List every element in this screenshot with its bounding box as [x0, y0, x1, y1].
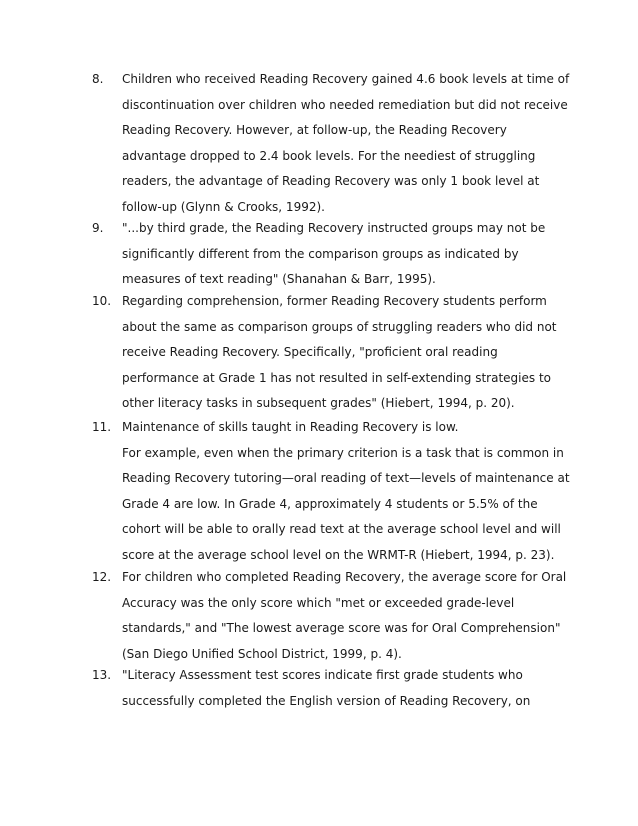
item-text: [122, 663, 562, 714]
text-line: Reading Recovery tutoring—oral reading of text—levels of maintenance at: [122, 471, 570, 485]
text-line: "...by third grade, the Reading Recovery instructed groups may not be: [122, 221, 546, 235]
text-line: discontinuation over children who needed remediation but did not receive: [122, 97, 568, 112]
text-line: For children who completed Reading Recovery, the average score for Oral: [122, 570, 567, 584]
text-line: measures of text reading" (Shanahan & Barr, 1995).: [122, 272, 436, 286]
item-number: 13.: [92, 668, 112, 682]
text-line: standards," and "The lowest average score was for Oral Comprehension": [122, 621, 561, 635]
text-line: performance at Grade 1 has not resulted in self-extending strategies to: [122, 370, 551, 385]
text-line: score at the average school level on the WRMT-R (Hiebert, 1994, p. 23).: [122, 547, 555, 562]
list-item-12: [92, 565, 567, 667]
list-item-11: [92, 415, 570, 568]
text-line: For example, even when the primary criterion is a task that is common in: [122, 445, 564, 460]
text-line: significantly different from the comparison groups as indicated by: [122, 246, 519, 261]
text-line: readers, the advantage of Reading Recovery was only 1 book level at: [122, 174, 540, 188]
text-line: Children who received Reading Recovery gained 4.6 book levels at time of: [122, 72, 570, 86]
text-line: receive Reading Recovery. Specifically, "proficient oral reading: [122, 345, 498, 359]
text-line: other literacy tasks in subsequent grades" (Hiebert, 1994, p. 20).: [122, 396, 515, 410]
text-line: cohort will be able to orally read text at the average school level and will: [122, 522, 561, 536]
text-line: Accuracy was the only score which "met or exceeded grade-level: [122, 595, 515, 610]
text-line: successfully completed the English version of Reading Recovery, on: [122, 693, 531, 708]
item-number: 10.: [92, 294, 112, 308]
text-line: Grade 4 are low. In Grade 4, approximately 4 students or 5.5% of the: [122, 496, 538, 511]
item-number: 12.: [92, 570, 112, 584]
text-line: Regarding comprehension, former Reading Recovery students perform: [122, 294, 547, 308]
list-item-10: [92, 289, 562, 417]
item-text: [122, 67, 570, 220]
text-line: Maintenance of skills taught in Reading Recovery is low.: [122, 420, 459, 434]
item-text: [122, 216, 562, 293]
text-line: Reading Recovery. However, at follow-up, the Reading Recovery: [122, 123, 507, 137]
item-text: [122, 289, 562, 417]
text-line: follow-up (Glynn & Crooks, 1992).: [122, 199, 325, 214]
text-line: "Literacy Assessment test scores indicate first grade students who: [122, 668, 523, 682]
list-item-13: [92, 663, 562, 714]
list-item-9: [92, 216, 562, 293]
list-item-8: [92, 67, 570, 220]
item-text: [122, 565, 567, 667]
text-line: about the same as comparison groups of struggling readers who did not: [122, 319, 557, 334]
item-number: 8.: [92, 72, 104, 86]
item-number: 9.: [92, 221, 104, 235]
text-line: (San Diego Unified School District, 1999, p. 4).: [122, 646, 402, 661]
text-line: advantage dropped to 2.4 book levels. For the neediest of struggling: [122, 148, 536, 163]
item-text: [122, 415, 570, 568]
item-number: 11.: [92, 420, 112, 434]
